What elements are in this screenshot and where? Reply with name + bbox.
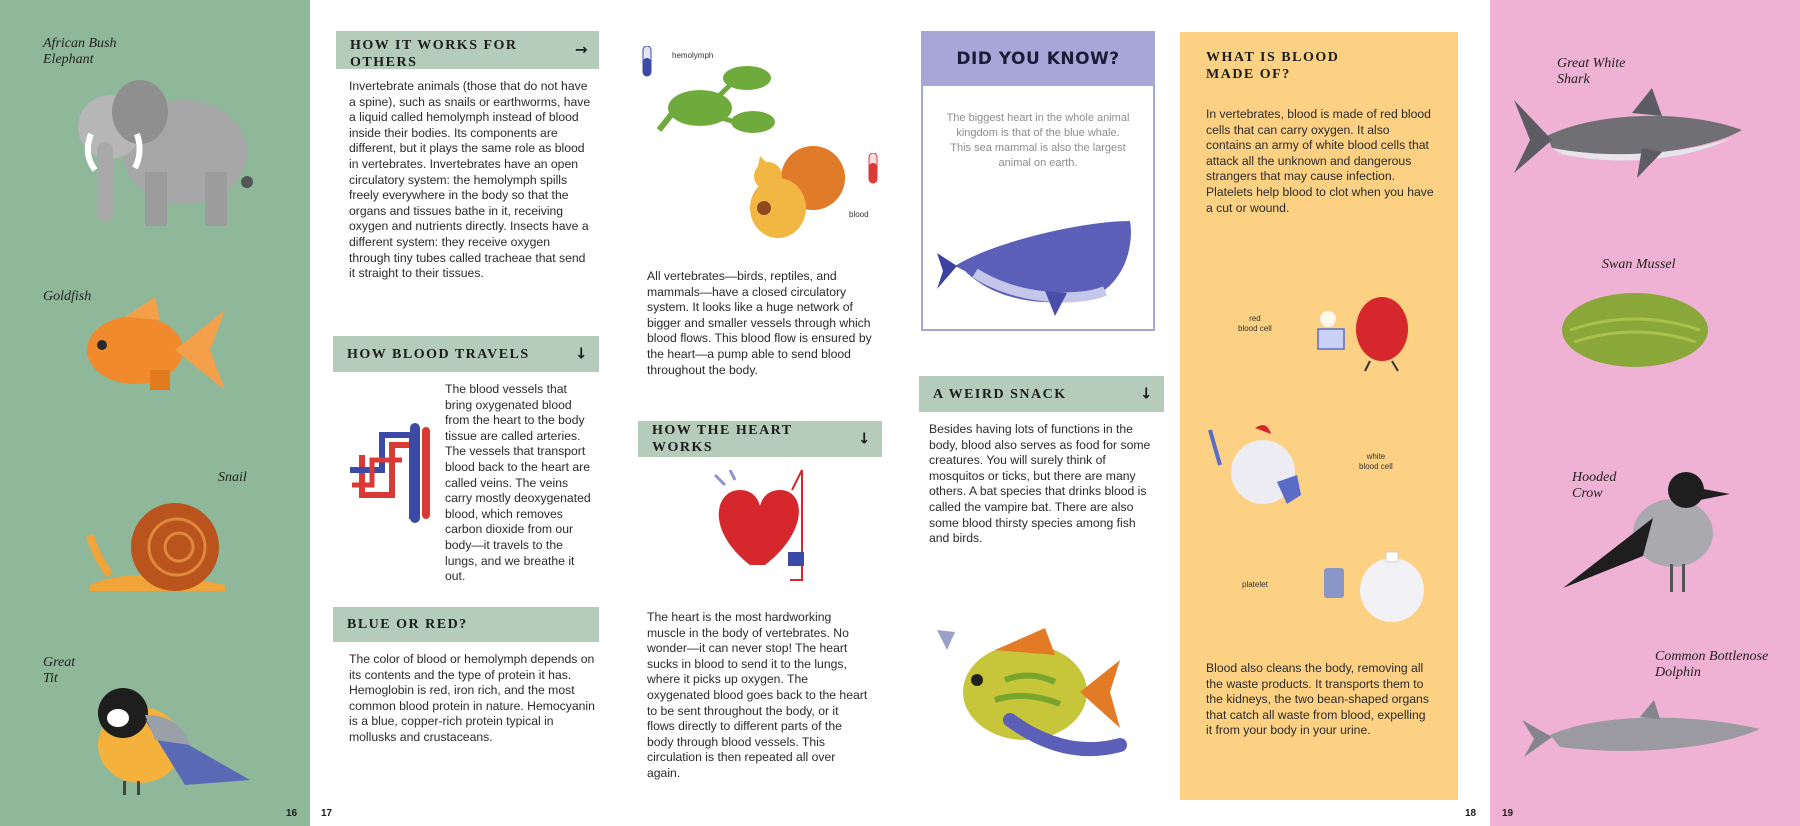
fish-and-lamprey-illustration [935,620,1155,775]
red-blood-cell-label: red blood cell [1238,314,1272,333]
animal-label-elephant: African Bush Elephant [43,36,117,67]
blue-or-red-text: The color of blood or hemolymph depends on its contents and the type of protein it has. Hemoglobin is red, iron rich, and the most common blood protein in nature. Hemocyanin is a blue, copper-rich protein typical in mollusks and crustaceans. [349,652,595,744]
page-number-17: 17 [321,808,333,819]
page-number-19: 19 [1502,808,1514,819]
vertebrates-text: All vertebrates—birds, reptiles, and mammals—have a closed circulatory system. It looks like a huge network of bigger and smaller vessels through which blood flows. This blood flow is ensured by the heart—a pump able to send blood throughout the body. [647,269,872,377]
squirrel-illustration [738,138,848,248]
blood-label: blood [849,210,869,219]
animal-label-dolphin: Common Bottlenose Dolphin [1655,649,1769,680]
animal-label-swan-mussel: Swan Mussel [1602,257,1676,272]
arrow-down-icon: ↓ [857,429,872,448]
crayfish-illustration [655,60,780,140]
arrow-right-icon: → [574,40,589,59]
weird-snack-text: Besides having lots of functions in the body, blood also serves as food for some creatures. You will surely think of mosquitos or ticks, but there are many others. A bat species that drinks blood is called the vampire bat. There are also some blood thirsty species among fish and birds. [929,422,1151,546]
animal-label-great-tit: Great Tit [43,655,76,686]
blue-whale-illustration [935,211,1140,321]
section-title-weird-snack: A WEIRD SNACK [933,387,1067,402]
section-header-how-heart-works [638,421,882,457]
section-title-how-blood-travels: HOW BLOOD TRAVELS [347,347,530,362]
hemolymph-tube-icon [640,46,654,78]
arrow-down-icon: ↓ [574,344,589,363]
elephant-illustration [55,72,255,232]
section-title-how-it-works: HOW IT WORKS FOR OTHERS [350,38,518,70]
dolphin-illustration [1520,695,1765,770]
red-blood-cell-illustration [1310,285,1415,375]
blood-composition-title: WHAT IS BLOOD MADE OF? [1206,50,1340,82]
how-heart-works-text: The heart is the most hardworking muscle in the body of vertebrates. No wonder—it can never stop! The heart sucks in blood to send it to the lungs, where it picks up oxygen. The oxygenated blood goes back to the heart to be sent throughout the body, or it flows directly to different parts of the body through blood vessels. This circulation is then repeated all over again. [647,610,868,780]
how-it-works-text: Invertebrate animals (those that do not have a spine), such as snails or earthworms, have a liquid called hemolymph instead of blood inside their bodies. Its components are different, but it plays the same role as blood in vertebrates. Invertebrates have an open circulatory system: the hemolymph spills freely everywhere in the body so that the organs and tissues bathe in it, receiving oxygen and nutrients directly. Insects have a different system: they receive oxygen through tiny tubes called tracheae that send it straight to their tissues. [349,79,591,281]
arrow-down-icon: ↓ [1139,384,1154,403]
how-blood-travels-text: The blood vessels that bring oxygenated blood from the heart to the body tissue are called arteries. The vessels that transport blood back to the heart are called veins. The veins carry mostly deoxygenated blood, which removes carbon dioxide from our body—it travels to the lungs, and we breathe it out. [445,382,591,584]
page-number-18: 18 [1465,808,1477,819]
section-header-how-it-works [336,31,599,69]
animal-label-shark: Great White Shark [1557,56,1626,87]
platelet-illustration [1320,548,1440,638]
platelet-label: platelet [1242,580,1268,589]
white-blood-cell-label: white blood cell [1359,452,1393,471]
hemolymph-label: hemolymph [672,51,714,60]
animal-label-hooded-crow: Hooded Crow [1572,470,1617,501]
swan-mussel-illustration [1560,288,1710,370]
animal-label-snail: Snail [218,470,247,485]
blood-composition-intro: In vertebrates, blood is made of red blood cells that can carry oxygen. It also contains an army of white blood cells that attack all the unknown and dangerous strangers that may cause infection. Platelets help blood to clot when you have a cut or wound. [1206,107,1434,215]
section-header-weird-snack [919,376,1164,412]
section-header-blue-or-red [333,607,599,642]
blood-vessels-illustration [342,415,432,525]
blood-tube-icon [865,153,881,185]
animal-label-goldfish: Goldfish [43,289,92,304]
did-you-know-text: The biggest heart in the whole animal kingdom is that of the blue whale. This sea mammal is also the largest animal on earth. [946,112,1130,169]
great-tit-illustration [85,685,255,800]
section-title-blue-or-red: BLUE OR RED? [347,617,468,632]
snail-illustration [85,495,235,595]
did-you-know-title: DID YOU KNOW? [923,33,1153,86]
shark-illustration [1512,88,1762,183]
right-animal-panel [1490,0,1800,826]
goldfish-illustration [80,295,230,400]
white-blood-cell-illustration [1205,420,1310,520]
hooded-crow-illustration [1558,468,1748,608]
left-animal-panel [0,0,310,826]
did-you-know-box [921,31,1155,331]
section-title-how-heart-works: HOW THE HEART WORKS [652,423,793,455]
page-number-16: 16 [286,808,298,819]
section-header-how-blood-travels [333,336,599,372]
blood-cleans-text: Blood also cleans the body, removing all the waste products. It transports them to the kidneys, the two bean-shaped organs that catch all waste from blood, expelling it from your body in your urine. [1206,661,1429,738]
heart-illustration [710,470,830,590]
